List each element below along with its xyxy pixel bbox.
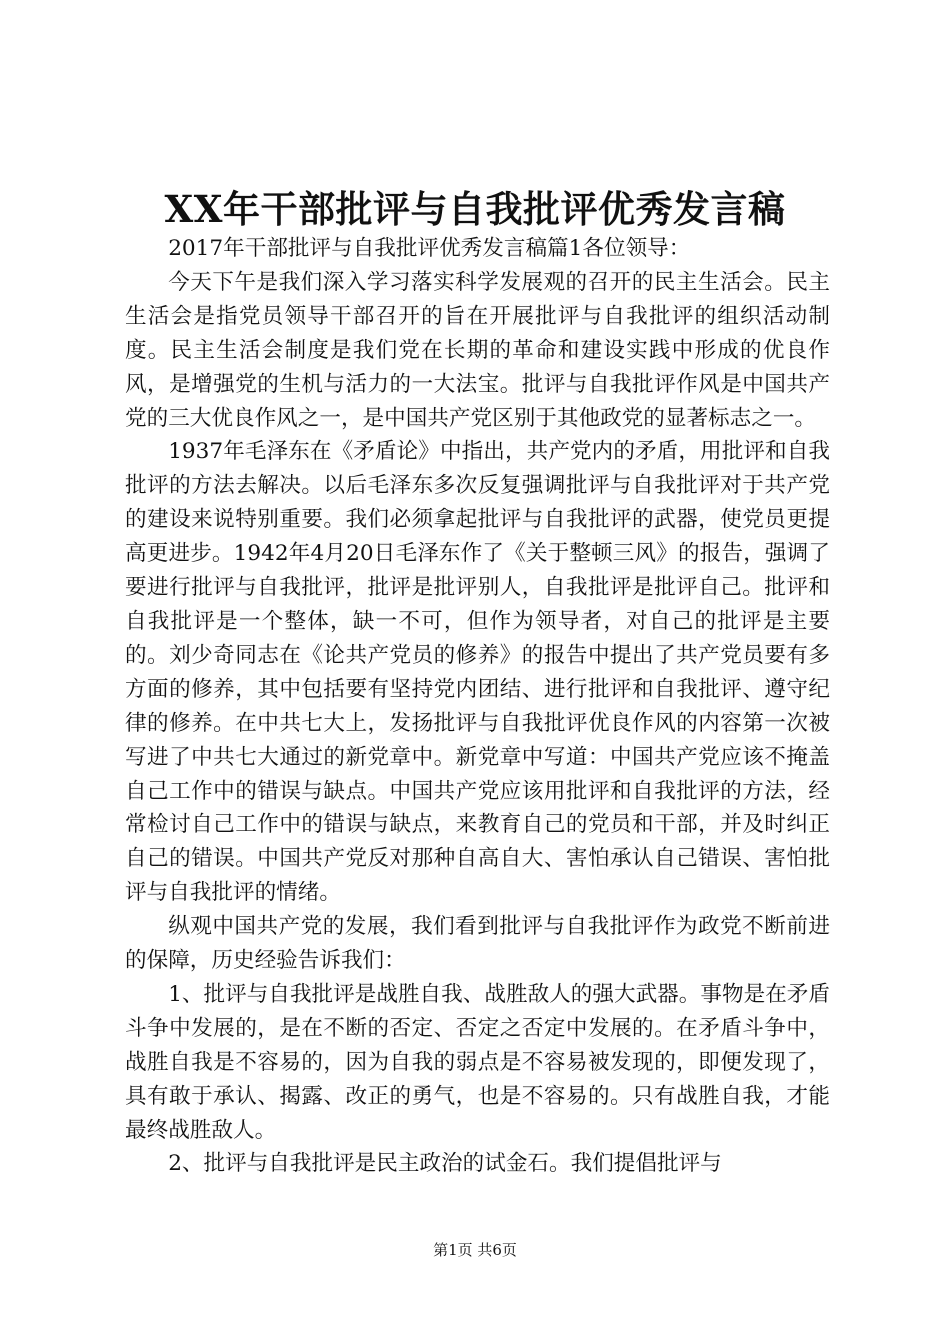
paragraph: 纵观中国共产党的发展，我们看到批评与自我批评作为政党不断前进的保障，历史经验告诉我们：	[125, 914, 830, 974]
paragraph: 1、批评与自我批评是战胜自我、战胜敌人的强大武器。事物是在矛盾斗争中发展的，是在不断的否定、否定之否定中发展的。在矛盾斗争中，战胜自我是不容易的，因为自我的弱点是不容易被发现的，即便发现了，具有敢于承认、揭露、改正的勇气，也是不容易的。只有战胜自我，才能最终战胜敌人。	[125, 981, 830, 1143]
paragraph-intro: 2017年干部批评与自我批评优秀发言稿篇1各位领导：	[168, 236, 691, 261]
paragraph: 1937年毛泽东在《矛盾论》中指出，共产党内的矛盾，用批评和自我批评的方法去解决。以后毛泽东多次反复强调批评与自我批评对于共产党的建设来说特别重要。我们必须拿起批评与自我批评的武器，使党员更提高更进步。1942年4月20日毛泽东作了《关于整顿三风》的报告，强调了要进行批评与自我批评，批评是批评别人，自我批评是批评自己。批评和自我批评是一个整体，缺一不可，但作为领导者，对自己的批评是主要的。刘少奇同志在《论共产党员的修养》的报告中提出了共产党员要有多方面的修养，其中包括要有坚持党内团结、进行批评和自我批评、遵守纪律的修养。在中共七大上，发扬批评与自我批评优良作风的内容第一次被写进了中共七大通过的新党章中。新党章中写道：中国共产党应该不掩盖自己工作中的错误与缺点。中国共产党应该用批评和自我批评的方法，经常检讨自己工作中的错误与缺点，来教育自己的党员和干部，并及时纠正自己的错误。中国共产党反对那种自高自大、害怕承认自己错误、害怕批评与自我批评的情绪。	[125, 439, 830, 906]
paragraph: 2、批评与自我批评是民主政治的试金石。我们提倡批评与	[168, 1151, 722, 1177]
paragraph: 今天下午是我们深入学习落实科学发展观的召开的民主生活会。民主生活会是指党员领导干部召开的旨在开展批评与自我批评的组织活动制度。民主生活会制度是我们党在长期的革命和建设实践中形成的优良作风，是增强党的生机与活力的一大法宝。批评与自我批评作风是中国共产党的三大优良作风之一，是中国共产党区别于其他政党的显著标志之一。	[125, 269, 830, 431]
document-body	[125, 232, 830, 1181]
page-number-footer: 第1页 共6页	[433, 1241, 517, 1259]
document-title: XX年干部批评与自我批评优秀发言稿	[164, 187, 786, 231]
